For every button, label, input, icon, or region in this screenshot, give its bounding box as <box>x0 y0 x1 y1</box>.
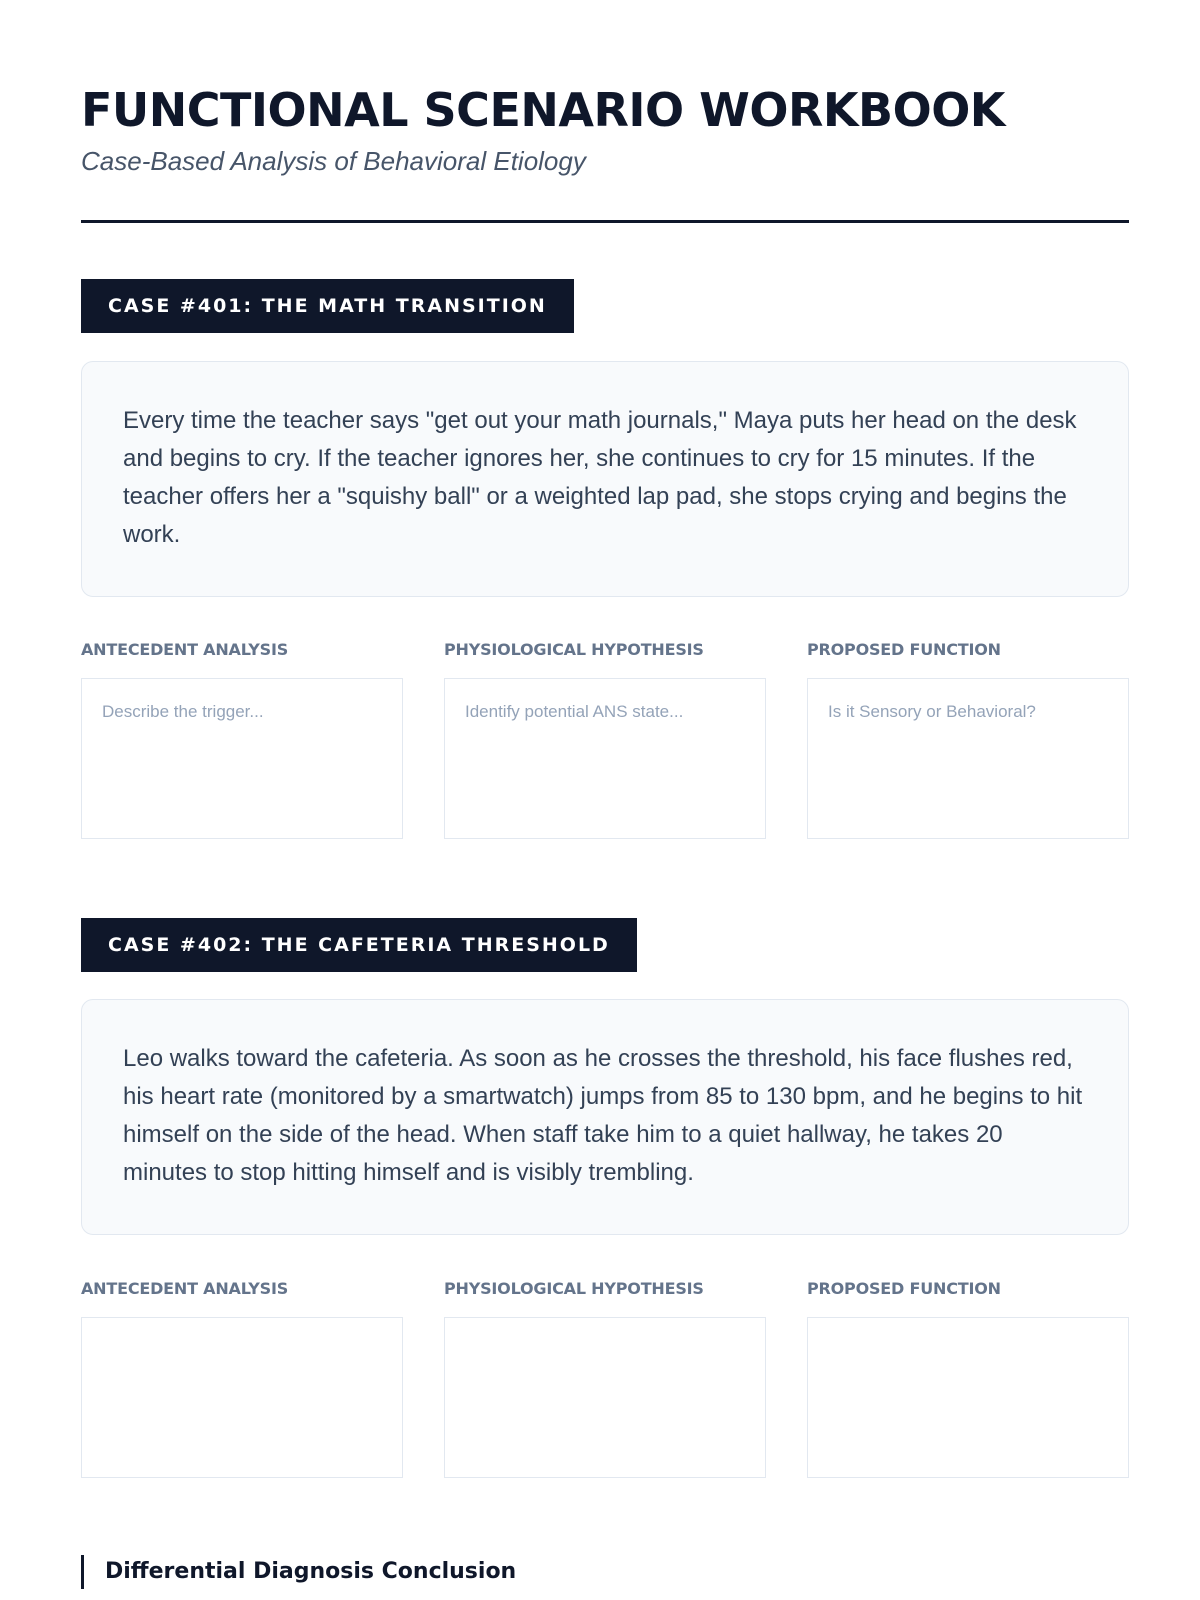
case-402-antecedent-column <box>81 1279 403 1299</box>
antecedent-analysis-label: ANTECEDENT ANALYSIS <box>81 1279 289 1298</box>
page-subtitle: Case-Based Analysis of Behavioral Etiology <box>81 146 586 176</box>
case-401-antecedent-input[interactable] <box>81 678 403 839</box>
case-401-function-column <box>807 640 1129 660</box>
case-402-function-column <box>807 1279 1129 1299</box>
proposed-function-label: PROPOSED FUNCTION <box>807 640 1001 659</box>
conclusion-heading: Differential Diagnosis Conclusion <box>81 1555 516 1589</box>
physiological-hypothesis-label: PHYSIOLOGICAL HYPOTHESIS <box>444 640 704 659</box>
case-402-antecedent-input[interactable] <box>81 1317 403 1478</box>
case-401-antecedent-column <box>81 640 403 660</box>
page-title: FUNCTIONAL SCENARIO WORKBOOK <box>81 83 1005 137</box>
case-401-function-input[interactable] <box>807 678 1129 839</box>
case-401-physiological-column <box>444 640 766 660</box>
case-401-physiological-input[interactable] <box>444 678 766 839</box>
case-402-tag: CASE #402: THE CAFETERIA THRESHOLD <box>81 918 637 972</box>
case-402-scenario: Leo walks toward the cafeteria. As soon as he crosses the threshold, his face flushes red, his heart rate (monitored by a smartwatch) jumps from 85 to 130 bpm, and he begins to hit himself on the side of the head. When staff take him to a quiet hallway, he takes 20 minutes to stop hitting himself and is visibly trembling. <box>81 999 1129 1235</box>
case-401-tag: CASE #401: THE MATH TRANSITION <box>81 279 574 333</box>
proposed-function-label: PROPOSED FUNCTION <box>807 1279 1001 1298</box>
case-402-physiological-input[interactable] <box>444 1317 766 1478</box>
case-402-function-input[interactable] <box>807 1317 1129 1478</box>
physiological-hypothesis-label: PHYSIOLOGICAL HYPOTHESIS <box>444 1279 704 1298</box>
case-401-scenario: Every time the teacher says "get out your math journals," Maya puts her head on the desk and begins to cry. If the teacher ignores her, she continues to cry for 15 minutes. If the teacher offers her a "squishy ball" or a weighted lap pad, she stops crying and begins the work. <box>81 361 1129 597</box>
case-402-physiological-column <box>444 1279 766 1299</box>
header-divider <box>81 220 1129 223</box>
antecedent-analysis-label: ANTECEDENT ANALYSIS <box>81 640 289 659</box>
